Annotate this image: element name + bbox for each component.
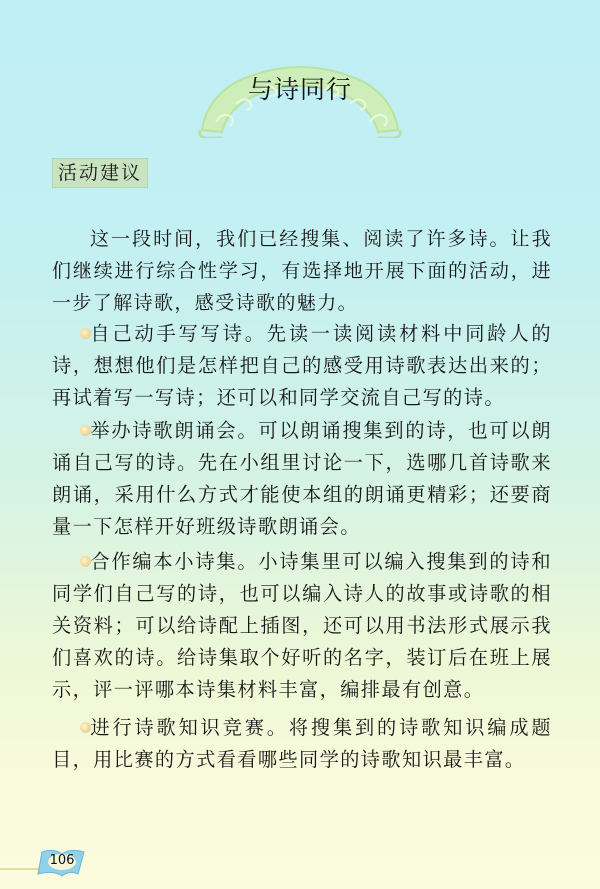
activity-item [52, 318, 552, 414]
activity-text: 合作编本小诗集。小诗集里可以编入搜集到的诗和同学们自己写的诗，也可以编入诗人的故事或诗歌的相关资料；可以给诗配上插图，还可以用书法形式展示我们喜欢的诗。给诗集取个好听的名字，装订后在班上展示，评一评哪本诗集材料丰富，编排最有创意。 [52, 550, 552, 701]
intro-paragraph [52, 223, 552, 319]
intro-text: 这一段时间，我们已经搜集、阅读了许多诗。让我们继续进行综合性学习，有选择地开展下面的活动，进一步了解诗歌，感受诗歌的魅力。 [52, 228, 552, 314]
activity-text: 进行诗歌知识竞赛。将搜集到的诗歌知识编成题目，用比赛的方式看看哪些同学的诗歌知识最丰富。 [52, 716, 552, 771]
activity-item [52, 712, 552, 776]
activity-text: 自己动手写写诗。先读一读阅读材料中同龄人的诗，想想他们是怎样把自己的感受用诗歌表达出来的；再试着写一写诗；还可以和同学交流自己写的诗。 [52, 322, 552, 409]
activity-text: 举办诗歌朗诵会。可以朗诵搜集到的诗，也可以朗诵自己写的诗。先在小组里讨论一下，选哪几首诗歌来朗诵，采用什么方式才能使本组的朗诵更精彩；还要商量一下怎样开好班级诗歌朗诵会。 [52, 419, 552, 538]
page-title: 与诗同行 [247, 75, 352, 104]
page-number: 106 [49, 853, 75, 868]
activity-item [52, 546, 552, 706]
section-label: 活动建议 [52, 158, 148, 188]
activity-item [52, 415, 552, 543]
